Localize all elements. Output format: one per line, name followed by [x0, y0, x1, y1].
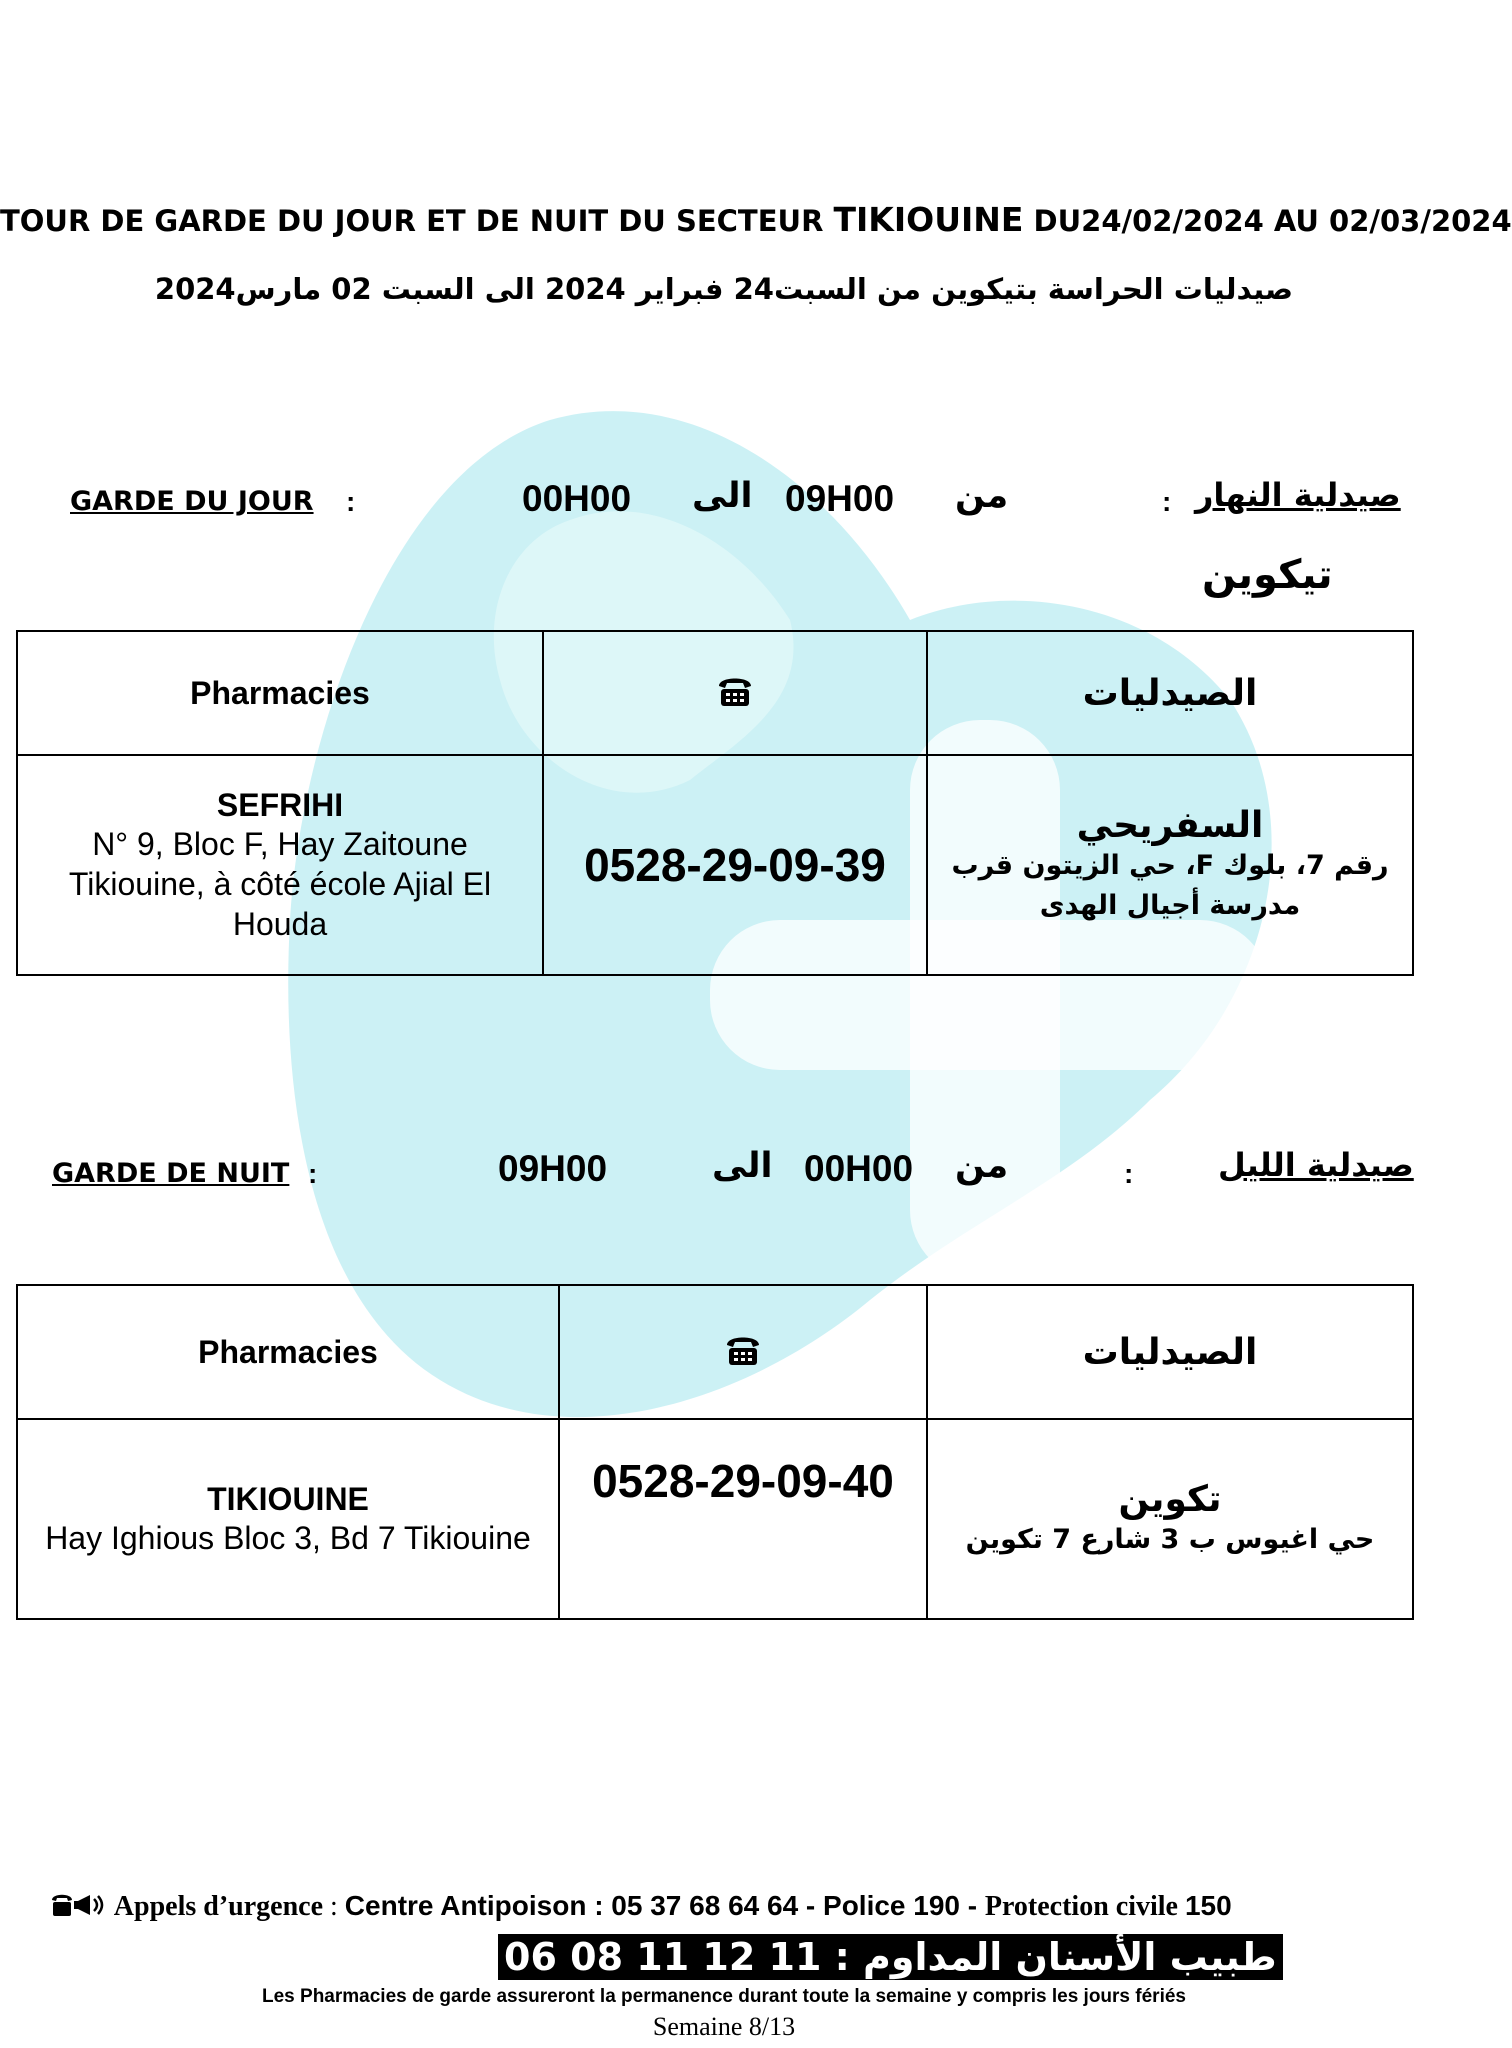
appels-colon: :: [323, 1891, 345, 1922]
antipoison-police-text: Centre Antipoison : 05 37 68 64 64 - Police 190 -: [344, 1890, 985, 1921]
night-phone-number[interactable]: 0528-29-09-40: [592, 1455, 894, 1507]
day-label-ar: صيدلية النهار: [1195, 476, 1401, 514]
day-pharmacy-name-ar: السفريحي: [1076, 804, 1264, 846]
night-pharmacy-address-fr: Hay Ighious Bloc 3, Bd 7 Tikiouine: [45, 1519, 531, 1556]
day-table: [16, 630, 1414, 976]
title-fr-pre: TOUR DE GARDE DU JOUR ET DE NUIT DU SECTEUR: [0, 204, 834, 238]
night-head-ar: الصيدليات: [1082, 1331, 1258, 1373]
night-pharmacy-ar-cell: [927, 1419, 1413, 1619]
dentist-on-duty-banner: طبيب الأسنان المداوم : 11 12 11 08 06: [498, 1934, 1283, 1980]
title-fr-city: TIKIOUINE: [833, 200, 1024, 239]
day-pharmacy-address-fr: N° 9, Bloc F, Hay Zaitoune Tikiouine, à côté école Ajial El Houda: [68, 825, 492, 942]
day-time-start: 00H00: [522, 478, 632, 519]
page-title-fr: [0, 200, 1512, 239]
day-head-fr: Pharmacies: [190, 674, 370, 711]
day-head-fr-cell: [17, 631, 543, 755]
night-table-row: [17, 1419, 1413, 1619]
phone-icon: [725, 1354, 761, 1371]
permanence-note: Les Pharmacies de garde assureront la permanence durant toute la semaine y compris les jours fériés: [262, 1986, 1186, 2007]
night-table: [16, 1284, 1414, 1620]
night-colon: :: [308, 1158, 318, 1189]
protection-civile-label: Protection civile: [984, 1891, 1185, 1922]
night-head-phone-cell: [559, 1285, 927, 1419]
week-number: Semaine 8/13: [652, 2012, 796, 2041]
phone-icon: [717, 695, 753, 712]
day-phone-cell: [543, 755, 927, 975]
appels-label: Appels d’urgence: [113, 1891, 324, 1922]
day-from-ar: من: [955, 476, 1009, 516]
day-to-ar: الى: [692, 476, 753, 516]
day-table-row: [17, 755, 1413, 975]
day-pharmacy-address-ar: رقم 7، بلوك F، حي الزيتون قرب مدرسة أجيال الهدى: [951, 849, 1389, 921]
page-title-ar: صيدليات الحراسة بتيكوين من السبت24 فبراير 2024 الى السبت 02 مارس2024: [154, 272, 1294, 306]
night-time-start: 09H00: [498, 1148, 608, 1189]
day-colon-ar: :: [1162, 486, 1172, 517]
day-label-fr: GARDE DU JOUR: [70, 486, 314, 517]
day-phone-number[interactable]: 0528-29-09-39: [584, 839, 886, 891]
day-head-phone-cell: [543, 631, 927, 755]
day-table-header-row: [17, 631, 1413, 755]
day-pharmacy-ar-cell: [927, 755, 1413, 975]
night-table-header-row: [17, 1285, 1413, 1419]
night-head-fr: Pharmacies: [198, 1333, 378, 1370]
night-head-ar-cell: [927, 1285, 1413, 1419]
title-fr-post: DU24/02/2024 AU 02/03/2024: [1023, 204, 1512, 238]
phone-megaphone-icon: [50, 1890, 106, 1921]
night-phone-cell: [559, 1419, 927, 1619]
night-pharmacy-name-ar: تكوين: [1118, 1478, 1222, 1520]
night-to-ar: الى: [712, 1146, 773, 1186]
emergency-calls-line: [50, 1890, 1410, 1923]
night-from-ar: من: [955, 1146, 1009, 1186]
night-pharmacy-address-ar: حي اغيوس ب 3 شارع 7 تكوين: [965, 1523, 1375, 1555]
night-time-end: 00H00: [804, 1148, 914, 1189]
day-pharmacy-fr-cell: [17, 755, 543, 975]
night-colon-ar: :: [1124, 1158, 1134, 1189]
night-label-fr: GARDE DE NUIT: [52, 1158, 290, 1189]
day-head-ar-cell: [927, 631, 1413, 755]
day-city-ar: تيكوين: [1202, 552, 1333, 598]
night-label-ar: صيدلية الليل: [1218, 1146, 1414, 1184]
day-pharmacy-name-fr: SEFRIHI: [216, 786, 344, 823]
day-head-ar: الصيدليات: [1082, 672, 1258, 714]
night-pharmacy-name-fr: TIKIOUINE: [207, 1480, 369, 1517]
protection-civile-number: 150: [1184, 1890, 1232, 1921]
night-head-fr-cell: [17, 1285, 559, 1419]
day-colon: :: [346, 486, 356, 517]
night-pharmacy-fr-cell: [17, 1419, 559, 1619]
day-time-end: 09H00: [785, 478, 895, 519]
